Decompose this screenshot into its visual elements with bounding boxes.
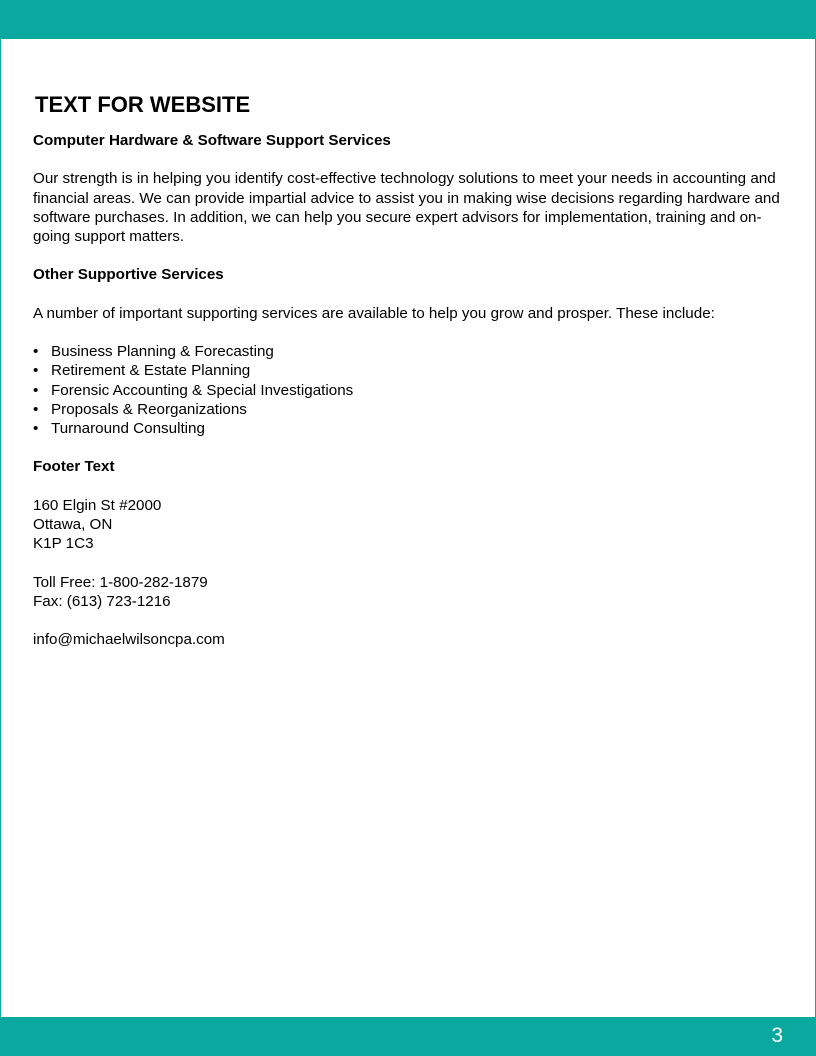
address-line: 160 Elgin St #2000 [33, 496, 162, 514]
footer-section-title: Footer Text [33, 458, 115, 476]
email-line: info@michaelwilsoncpa.com [33, 631, 225, 649]
supportive-section-intro: A number of important supporting services are available to help you grow and prosper. These include: [33, 304, 715, 322]
list-item [33, 400, 793, 419]
page-heading: TEXT FOR WEBSITE [35, 92, 251, 117]
list-item-label: Business Planning & Forecasting [51, 343, 274, 361]
list-item [33, 381, 793, 400]
hardware-section-title: Computer Hardware & Software Support Services [33, 132, 391, 149]
list-item [33, 419, 793, 438]
bullet-icon: • [33, 362, 39, 380]
bullet-icon: • [33, 343, 39, 361]
list-item-label: Forensic Accounting & Special Investigations [51, 381, 354, 399]
services-list [33, 342, 793, 438]
list-item [33, 361, 793, 380]
list-item-label: Retirement & Estate Planning [51, 362, 251, 380]
footer-band [1, 1017, 815, 1055]
list-item-label: Proposals & Reorganizations [51, 400, 247, 418]
hardware-section-body: Our strength is in helping you identify cost-effective technology solutions to meet your needs in accounting and financial areas. We can provide impartial advice to assist you in making wise decisions regarding hardware and software purchases. In addition, we can help you secure expert advisors for implementation, training and on-going support matters. [33, 170, 780, 245]
bullet-icon: • [33, 400, 39, 418]
list-item [33, 342, 793, 361]
list-item-label: Turnaround Consulting [51, 419, 205, 437]
fax-line: Fax: (613) 723-1216 [33, 592, 171, 610]
bullet-icon: • [33, 381, 39, 399]
toll-free-line: Toll Free: 1-800-282-1879 [33, 573, 208, 591]
header-band [1, 1, 815, 39]
address-line: K1P 1C3 [33, 535, 94, 553]
supportive-section-title: Other Supportive Services [33, 266, 224, 284]
address-line: Ottawa, ON [33, 515, 113, 533]
page-number: 3 [771, 1024, 783, 1047]
bullet-icon: • [33, 419, 39, 437]
page-content [33, 131, 793, 649]
